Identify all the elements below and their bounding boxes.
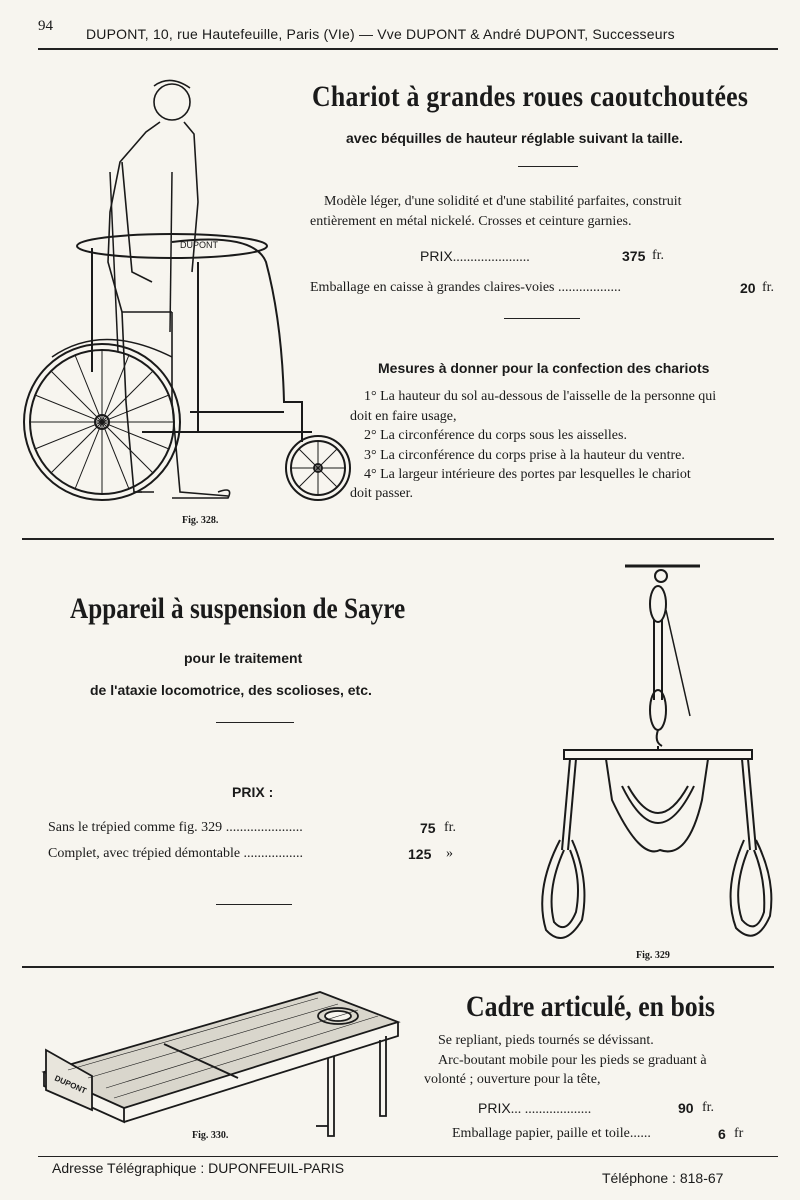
sayre-price-row <box>48 820 468 836</box>
publisher-header: DUPONT, 10, rue Hautefeuille, Paris (VIe) — Vve DUPONT & André DUPONT, Successeurs <box>86 26 675 42</box>
cadre-price-currency: fr. <box>702 1100 715 1115</box>
cadre-packing-label: Emballage papier, paille et toile <box>452 1126 630 1141</box>
section1-bottom-rule <box>22 538 774 540</box>
footer-address: Adresse Télégraphique : DUPONFEUIL-PARIS <box>52 1160 345 1176</box>
sayre-illustration <box>530 560 780 960</box>
chariot-belt-label: DUPONT <box>180 240 218 250</box>
cadre-title: Cadre articulé, en bois <box>466 990 715 1023</box>
sayre-complete-dots: ................. <box>243 846 304 861</box>
sayre-subtitle-2: de l'ataxie locomotrice, des scolioses, etc. <box>90 682 372 698</box>
sayre-price-dots: ...................... <box>225 820 303 835</box>
chariot-description-line2: entièrement en métal nickelé. Crosses et ceinture garnies. <box>310 214 632 229</box>
measure-item: doit passer. <box>350 486 413 501</box>
fig-328-caption: Fig. 328. <box>182 515 219 526</box>
chariot-packing-currency: fr. <box>762 280 775 295</box>
cadre-packing-amount: 6 <box>718 1126 726 1142</box>
chariot-packing-row <box>310 280 780 296</box>
cadre-headboard-label: DUPONT <box>53 1073 88 1096</box>
fig-329-caption: Fig. 329 <box>636 950 670 961</box>
chariot-description-line1: Modèle léger, d'une solidité et d'une stabilité parfaites, construit <box>324 194 682 209</box>
chariot-packing-label: Emballage en caisse à grandes claires-voies <box>310 280 555 295</box>
sayre-subtitle-1: pour le traitement <box>184 650 303 666</box>
chariot-title: Chariot à grandes roues caoutchoutées <box>312 80 749 113</box>
chariot-price-label: PRIX <box>420 248 453 264</box>
fig-330-caption: Fig. 330. <box>192 1130 229 1141</box>
cadre-packing-dots: ...... <box>629 1126 651 1141</box>
sayre-price-label: Sans le trépied comme fig. 329 <box>48 820 223 835</box>
chariot-packing-dots: .................. <box>558 280 622 295</box>
sayre-complete-label: Complet, avec trépied démontable <box>48 846 241 861</box>
sayre-price-amount: 75 <box>420 820 436 836</box>
chariot-price-currency: fr. <box>652 248 665 263</box>
sayre-complete-amount: 125 <box>408 846 432 862</box>
footer-rule <box>38 1156 778 1157</box>
measure-item: doit en faire usage, <box>350 409 457 424</box>
chariot-price-dots: ...................... <box>452 250 530 265</box>
chariot-illustration <box>22 72 352 522</box>
chariot-price-amount: 375 <box>622 248 646 264</box>
cadre-description-line2: Arc-boutant mobile pour les pieds se graduant à <box>438 1053 707 1068</box>
page-number: 94 <box>38 18 53 34</box>
measure-item: 2° La circonférence du corps sous les aisselles. <box>364 428 627 443</box>
chariot-divider-1 <box>518 166 578 167</box>
sayre-divider-1 <box>216 722 294 723</box>
cadre-packing-currency: fr <box>734 1126 744 1141</box>
cadre-price-row <box>478 1100 758 1118</box>
cadre-price-dots: ... ................... <box>510 1102 592 1117</box>
sayre-price-currency: fr. <box>444 820 457 835</box>
chariot-subtitle: avec béquilles de hauteur réglable suivant la taille. <box>346 130 683 146</box>
cadre-description-line3: volonté ; ouverture pour la tête, <box>424 1072 601 1087</box>
measure-item: 4° La largeur intérieure des portes par lesquelles le chariot <box>364 467 691 482</box>
chariot-divider-2 <box>504 318 580 319</box>
chariot-price-row <box>420 248 780 266</box>
cadre-description-line1: Se repliant, pieds tournés se dévissant. <box>438 1033 654 1048</box>
sayre-title: Appareil à suspension de Sayre <box>70 592 406 625</box>
cadre-price-amount: 90 <box>678 1100 694 1116</box>
header-rule <box>38 48 778 50</box>
sayre-divider-2 <box>216 904 292 905</box>
cadre-price-label: PRIX <box>478 1100 511 1116</box>
section2-bottom-rule <box>22 966 774 968</box>
measures-title: Mesures à donner pour la confection des chariots <box>378 360 710 376</box>
sayre-complete-row <box>48 846 468 862</box>
sayre-prix-label: PRIX : <box>232 784 274 800</box>
cadre-packing-row <box>452 1126 752 1142</box>
measure-item: 3° La circonférence du corps prise à la hauteur du ventre. <box>364 448 685 463</box>
sayre-complete-currency: » <box>446 846 453 861</box>
footer-telephone: Téléphone : 818-67 <box>602 1170 724 1186</box>
measure-item: 1° La hauteur du sol au-dessous de l'aisselle de la personne qui <box>364 389 717 404</box>
cadre-illustration <box>28 986 408 1136</box>
chariot-packing-amount: 20 <box>740 280 756 296</box>
